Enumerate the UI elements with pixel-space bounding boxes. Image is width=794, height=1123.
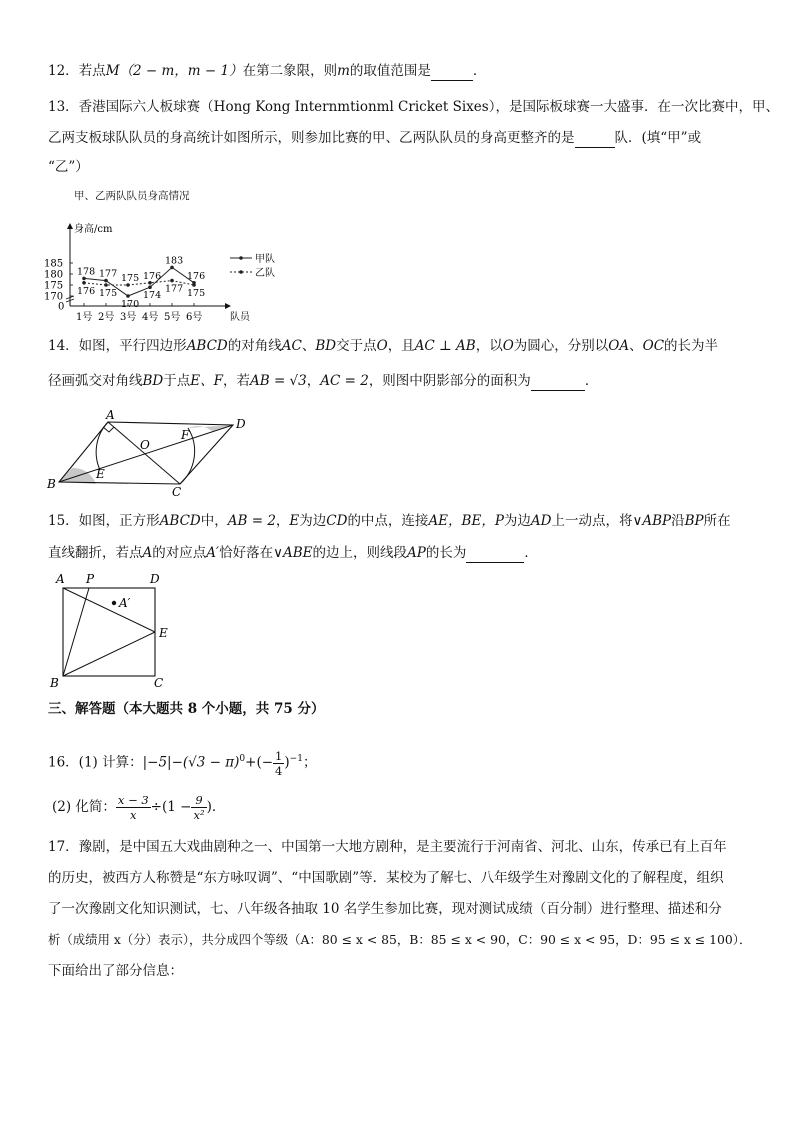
text: 的中点，连接 — [347, 513, 429, 529]
label-C: C — [154, 676, 164, 690]
text: 径画弧交对角线 — [48, 373, 143, 389]
data-point — [170, 279, 174, 283]
chart-title: 甲、乙两队队员身高情况 — [74, 190, 190, 202]
y-axis-label: 身高/cm — [74, 224, 113, 235]
data-label: 183 — [165, 255, 184, 267]
x-tick-label: 2号 — [98, 312, 115, 323]
text: ，以 — [475, 338, 503, 354]
math: AC = 2 — [320, 373, 369, 389]
data-point — [192, 283, 196, 287]
label-E: E — [96, 467, 105, 481]
parallelogram-figure — [44, 406, 254, 498]
text: 中， — [200, 513, 228, 529]
math-exponent: 0 — [239, 754, 246, 764]
x-tick-label: 6号 — [186, 312, 203, 323]
y-tick-label: 180 — [44, 269, 64, 281]
data-label: 175 — [187, 288, 206, 299]
text: 、 — [301, 338, 316, 354]
question-17-line-4: 析（成绩用 x（分）表示），共分成四个等级（A：80 ≤ x < 85，B：85 ≤ x < 90，C：90 ≤ x < 95，D：95 ≤ x ≤ 100）． — [48, 932, 752, 947]
text: 的取值范围是 — [349, 63, 431, 79]
text: 队．(填“甲”或 — [614, 130, 702, 146]
text: 直线翻折，若点 — [48, 545, 143, 561]
text: 为边 — [299, 513, 327, 529]
text: 恰好落在 — [219, 545, 274, 561]
data-label: 174 — [143, 290, 162, 302]
text: 的对角线 — [227, 338, 282, 354]
point-A-prime — [112, 601, 116, 605]
question-13-line-1: 13．香港国际六人板球赛（Hong Kong Internmtionml Cricket Sixes），是国际板球赛一大盛事．在一次比赛中，甲、 — [48, 99, 779, 115]
data-label: 176 — [187, 270, 206, 282]
text: 为边 — [503, 513, 531, 529]
question-13-line-3: “乙”） — [48, 159, 89, 175]
text: 在第二象限，则 — [242, 63, 338, 79]
question-17-line-1: 17．豫剧，是中国五大戏曲剧种之一、中国第一大地方剧种，是主要流行于河南省、河北、山东，传承已有上百年 — [48, 839, 727, 855]
data-point — [82, 281, 86, 285]
answer-blank — [531, 372, 585, 391]
math: A — [142, 545, 153, 561]
numerator: x − 3 — [117, 793, 149, 807]
math-exponent: −1 — [289, 754, 303, 764]
numerator: 1 — [275, 748, 283, 763]
math: ∨ABP — [632, 513, 672, 529]
math: AD — [530, 513, 552, 529]
numerator: 9 — [191, 793, 206, 808]
text: 乙两支板球队队员的身高统计如图所示，则参加比赛的甲、乙两队队员的身高更整齐的是 — [48, 130, 575, 146]
text: ； — [302, 754, 317, 771]
text: ，则图中阴影部分的面积为 — [368, 373, 531, 389]
math: AP — [406, 545, 426, 561]
fraction — [116, 793, 151, 822]
legend — [230, 252, 275, 279]
question-14-line-1 — [48, 337, 718, 355]
math: |−5| — [142, 754, 172, 771]
math: − — [171, 754, 183, 771]
math: P — [494, 513, 504, 529]
answer-blank — [466, 544, 524, 563]
data-point — [104, 283, 108, 287]
square — [63, 588, 155, 676]
math: ABCD — [186, 338, 228, 354]
data-label: 170 — [121, 299, 140, 310]
data-point — [126, 294, 130, 298]
math: A′ — [206, 545, 220, 561]
text: 的对应点 — [152, 545, 207, 561]
text: ，若 — [222, 373, 250, 389]
text: ， — [275, 513, 290, 529]
y-ticks — [44, 259, 73, 313]
text: 的边上，则线段 — [312, 545, 407, 561]
question-17-line-2: 的历史，被西方人称赞是“东方咏叹调”、“中国歌剧”等．某校为了解七、八年级学生对豫剧文化的了解程度，组织 — [48, 870, 724, 886]
text: 15．如图，正方形 — [48, 513, 160, 529]
label-B: B — [47, 477, 56, 491]
data-label: 175 — [121, 273, 140, 284]
math: OC — [642, 338, 665, 354]
math: (√3 − π) — [182, 754, 240, 771]
math: ABCD — [159, 513, 201, 529]
label-A-prime: A′ — [119, 596, 131, 610]
answer-blank — [431, 62, 473, 81]
label-E: E — [159, 626, 168, 640]
text: 于点 — [163, 373, 191, 389]
denominator: x — [130, 808, 137, 822]
text: 、 — [629, 338, 643, 354]
question-15-line-2 — [48, 544, 538, 563]
text: 上一动点，将 — [551, 513, 633, 529]
answer-blank — [575, 129, 615, 148]
math: AB = 2 — [227, 513, 276, 529]
y-tick-label: 170 — [44, 291, 64, 303]
series-group — [77, 255, 205, 310]
text: ． — [524, 545, 538, 561]
math-var: m — [337, 63, 350, 79]
question-16-part-2 — [52, 792, 225, 822]
x-tick-label: 3号 — [120, 312, 137, 323]
math: BP — [684, 513, 704, 529]
math: (1 − — [161, 799, 192, 815]
question-16-part-1 — [48, 745, 316, 778]
fraction — [191, 793, 206, 822]
math: (− — [256, 754, 274, 771]
question-13-line-2 — [48, 129, 701, 148]
text: ，且 — [387, 338, 415, 354]
legend-marker — [239, 270, 243, 274]
math: AC ⊥ AB — [414, 338, 476, 354]
math: O — [502, 338, 514, 354]
data-label: 177 — [99, 268, 118, 280]
math: AC — [281, 338, 302, 354]
height-line-chart — [40, 222, 290, 326]
denominator: 4 — [275, 763, 283, 778]
text: 14．如图，平行四边形 — [48, 338, 187, 354]
segment-be — [63, 632, 155, 676]
question-12 — [48, 62, 486, 81]
data-label: 175 — [99, 288, 118, 299]
label-F: F — [181, 428, 190, 442]
math: OA — [608, 338, 630, 354]
y-tick-label: 175 — [44, 280, 64, 292]
legend-label: 乙队 — [255, 268, 275, 279]
data-label: 176 — [143, 270, 162, 282]
data-label: 176 — [77, 285, 96, 297]
text: 的长为半 — [664, 338, 719, 354]
text: 为圆心，分别以 — [513, 338, 609, 354]
data-label: 178 — [77, 266, 96, 278]
section-heading: 三、解答题（本大题共 8 个小题，共 75 分） — [48, 701, 325, 717]
x-tick-label: 4号 — [142, 312, 159, 323]
text: ． — [472, 63, 487, 79]
question-17-line-3: 了一次豫剧文化知识测试，七、八年级各抽取 10 名学生参加比赛，现对测试成绩（百分制）进行整理、描述和分 — [48, 901, 722, 917]
math: O — [376, 338, 388, 354]
text: 16．(1) 计算： — [48, 754, 143, 771]
question-14-line-2 — [48, 372, 598, 391]
label-A: A — [106, 408, 115, 422]
segment-bp — [63, 588, 89, 676]
label-C: C — [172, 485, 182, 498]
text: ． — [211, 799, 226, 815]
x-axis-label: 队员 — [230, 312, 250, 323]
math: + — [245, 754, 257, 771]
fraction — [273, 749, 284, 778]
label-P: P — [86, 572, 95, 586]
math-point: M（2 − m，m − 1） — [105, 63, 243, 79]
label-D: D — [150, 572, 160, 586]
math: AE，BE， — [428, 513, 495, 529]
text: ， — [306, 373, 321, 389]
diagonal-ac — [108, 422, 180, 484]
math: ÷ — [150, 799, 162, 815]
math: ) — [284, 754, 290, 771]
question-number: 12． — [48, 63, 79, 79]
data-point — [148, 285, 152, 289]
data-label: 177 — [165, 283, 184, 295]
square-figure — [44, 568, 184, 690]
math: ) — [206, 799, 212, 815]
segment-ae — [63, 588, 155, 632]
y-tick-label: 0 — [58, 301, 65, 313]
x-tick-label: 5号 — [164, 312, 181, 323]
math: AB = √3 — [249, 373, 307, 389]
text: 沿 — [671, 513, 685, 529]
question-15-line-1 — [48, 512, 731, 530]
denominator: x² — [193, 808, 205, 822]
label-D: D — [236, 417, 246, 431]
math: E — [289, 513, 300, 529]
math: BD — [142, 373, 164, 389]
text: 若点 — [78, 63, 106, 79]
math: CD — [326, 513, 348, 529]
text: ． — [584, 373, 599, 389]
legend-label: 甲队 — [255, 254, 275, 265]
text: 的长为 — [425, 545, 467, 561]
text: 所在 — [703, 513, 731, 529]
label-A: A — [56, 572, 65, 586]
math: E、F — [190, 373, 223, 389]
label-O: O — [140, 438, 150, 452]
right-angle-mark — [103, 427, 114, 432]
text: 交于点 — [336, 338, 377, 354]
y-tick-label: 185 — [44, 258, 64, 270]
math: BD — [315, 338, 337, 354]
shaded-region-right — [188, 425, 233, 431]
math: ∨ABE — [273, 545, 313, 561]
text: (2) 化简： — [52, 799, 116, 815]
legend-marker — [239, 256, 243, 260]
question-17-line-5: 下面给出了部分信息： — [48, 963, 183, 979]
x-tick-label: 1号 — [76, 312, 93, 323]
label-B: B — [50, 676, 59, 690]
